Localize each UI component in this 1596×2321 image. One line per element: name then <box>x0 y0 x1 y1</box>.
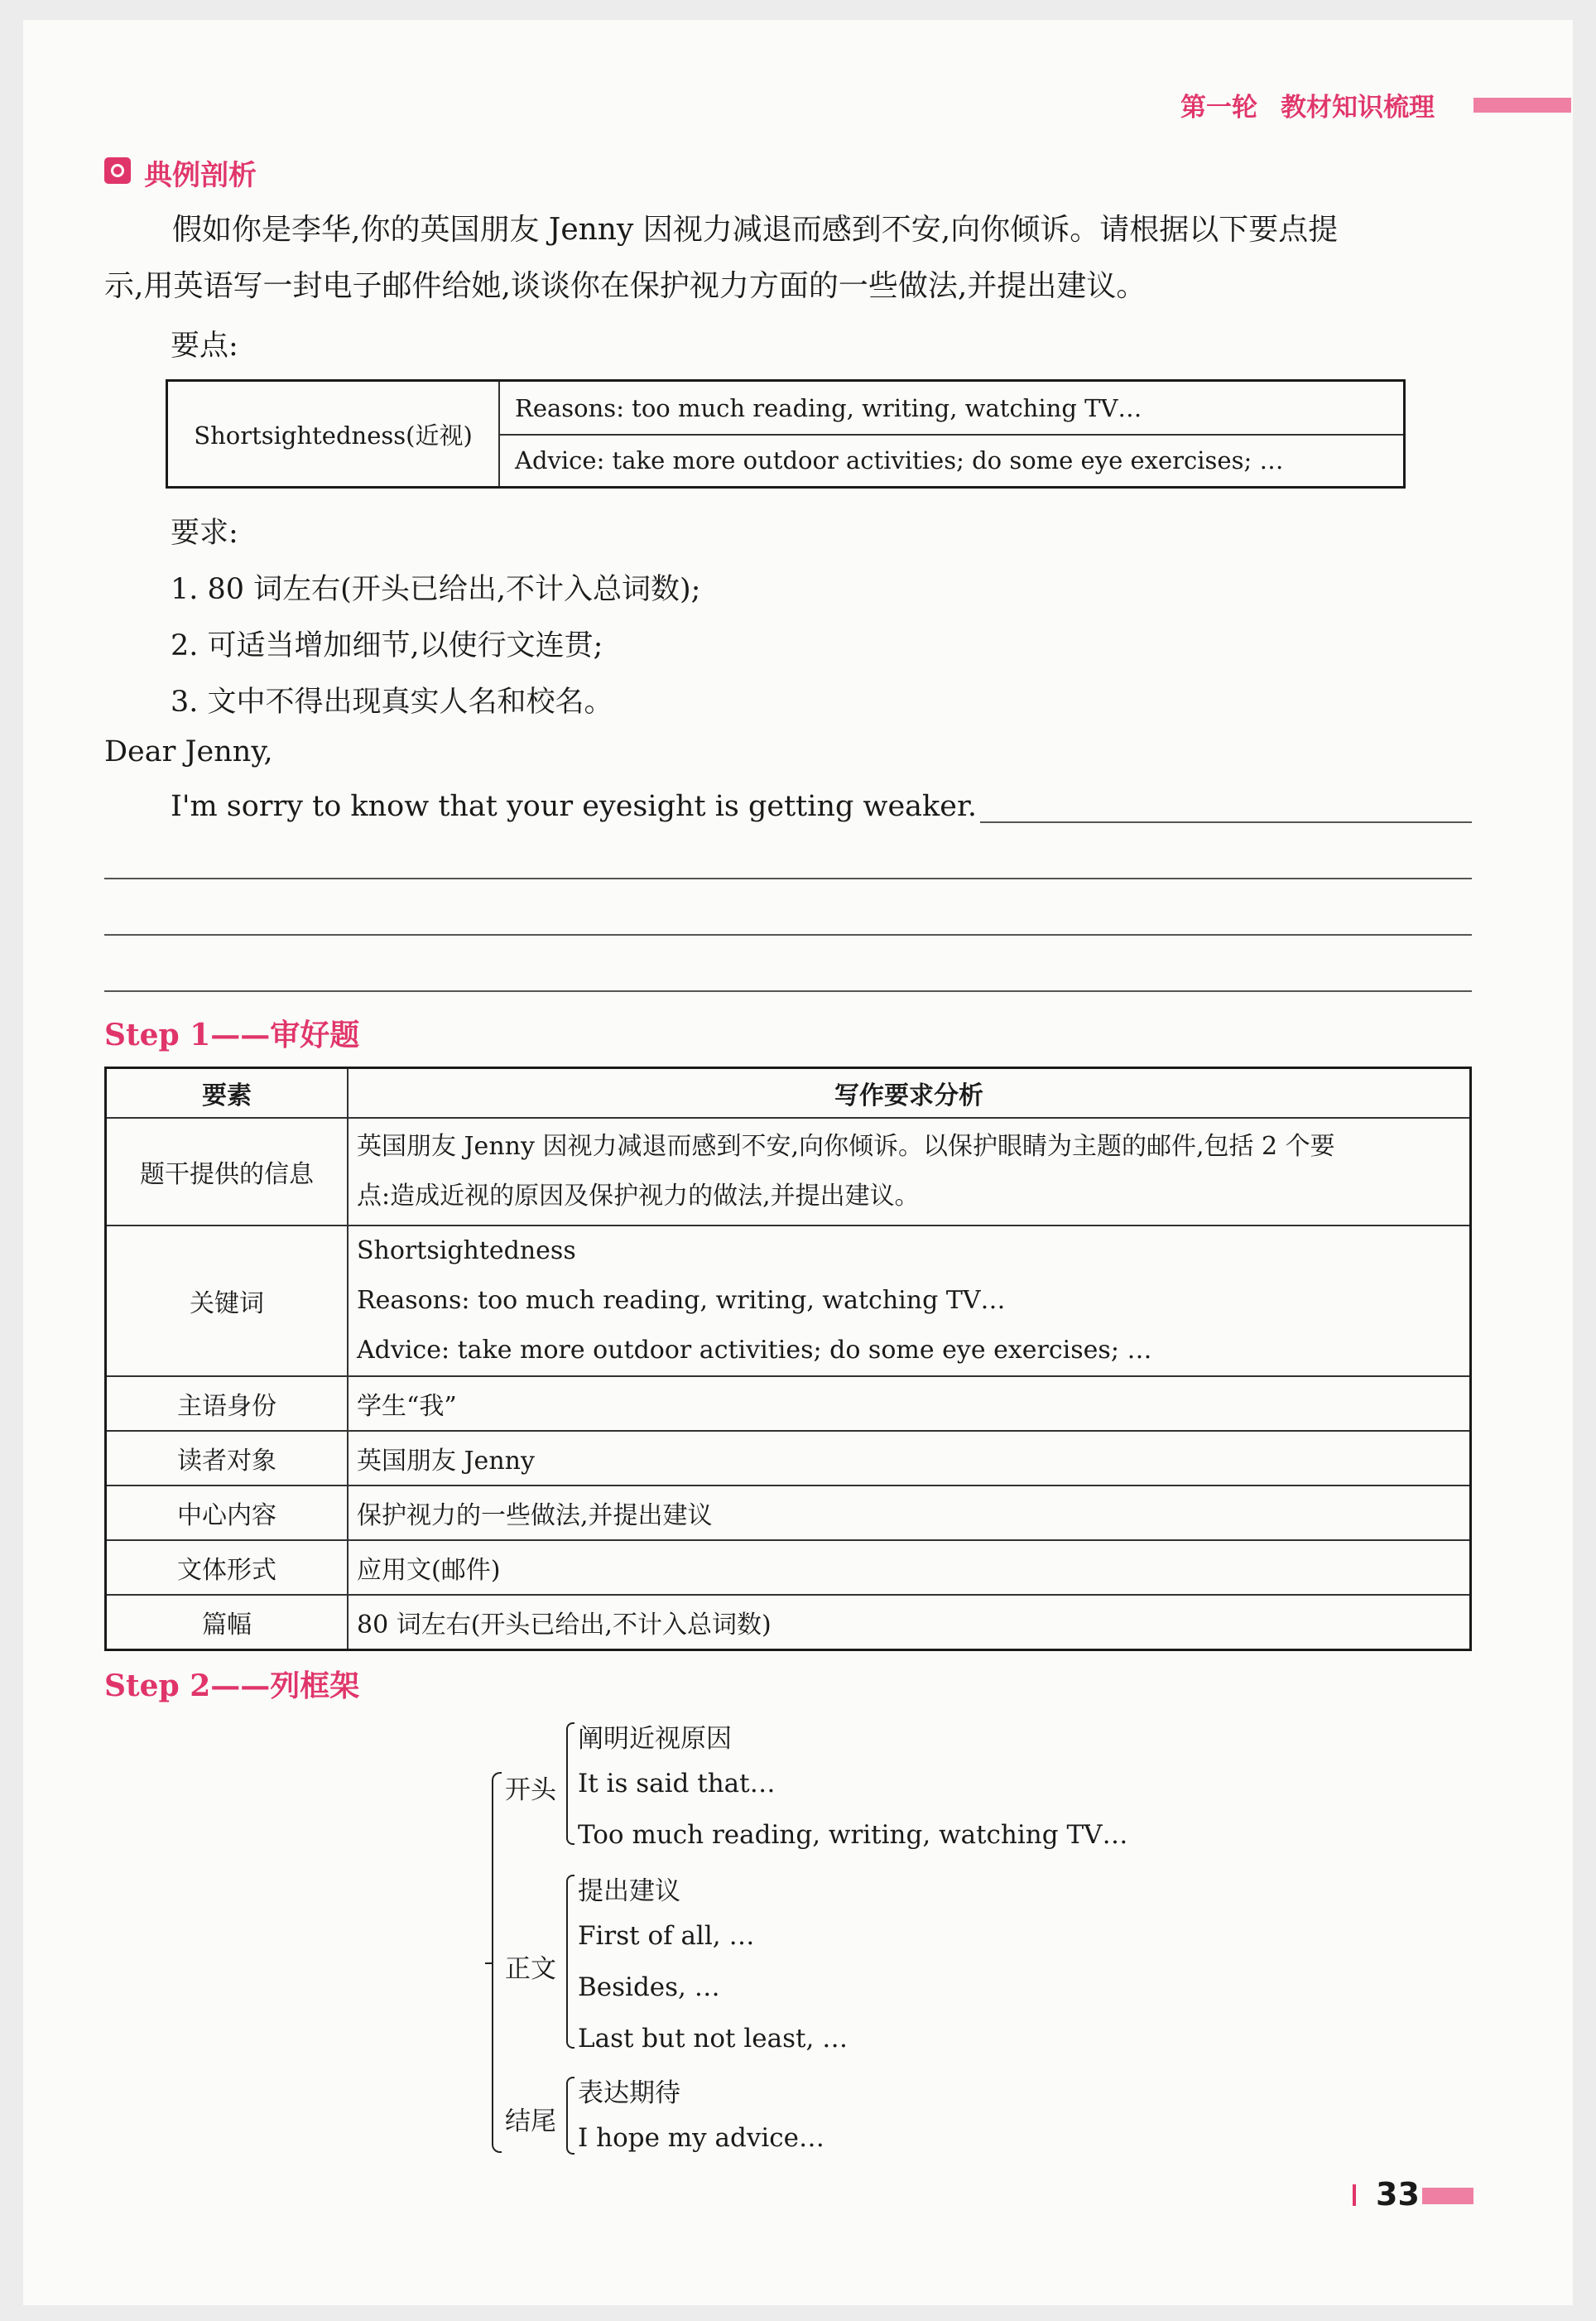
header-part2: 教材知识梳理 <box>1281 93 1435 123</box>
points-table <box>166 379 1406 489</box>
group-brace <box>566 2077 574 2155</box>
row-key: 中心内容 <box>106 1486 349 1540</box>
row-value-line: Advice: take more outdoor activities; do some eye exercises; … <box>357 1336 1152 1365</box>
table-row <box>106 1540 1471 1595</box>
prompt-line-1: 假如你是李华,你的英国朋友 Jenny 因视力减退而感到不安,向你倾诉。请根据以下要点提 <box>172 213 1339 247</box>
table-header-row <box>106 1068 1471 1119</box>
framework-item: It is said that… <box>578 1769 776 1799</box>
row-key: 篇幅 <box>106 1595 349 1649</box>
prompt-paragraph <box>104 202 1472 315</box>
row-key: 关键词 <box>106 1226 349 1376</box>
framework-item: 阐明近视原因 <box>578 1724 732 1754</box>
outer-brace <box>492 1772 502 2153</box>
row-key: 文体形式 <box>106 1540 349 1595</box>
group-label-ending: 结尾 <box>505 2107 556 2136</box>
search-icon <box>104 157 131 184</box>
outer-brace-tip <box>485 1962 492 1964</box>
header-cell: 写作要求分析 <box>348 1068 1471 1119</box>
row-value-line: 英国朋友 Jenny 因视力减退而感到不安,向你倾诉。以保护眼睛为主题的邮件,包括 2 个要 <box>357 1132 1335 1161</box>
row-value <box>348 1118 1471 1226</box>
page-number-bar <box>1422 2188 1473 2204</box>
row-key: 题干提供的信息 <box>106 1118 349 1226</box>
framework-item: 提出建议 <box>578 1876 680 1906</box>
requirement-item: 3. 文中不得出现真实人名和校名。 <box>171 686 613 719</box>
page-number: 33 <box>1376 2176 1420 2213</box>
row-value: 80 词左右(开头已给出,不计入总词数) <box>348 1595 1471 1649</box>
header-cell: 要素 <box>106 1068 349 1119</box>
group-label-body: 正文 <box>505 1954 556 1984</box>
section-title: 典例剖析 <box>144 159 257 192</box>
points-label: 要点: <box>171 330 238 363</box>
framework-item: I hope my advice… <box>578 2123 824 2153</box>
analysis-table <box>104 1067 1472 1651</box>
table-row <box>106 1431 1471 1486</box>
requirements-label: 要求: <box>171 517 238 550</box>
requirement-item: 1. 80 词左右(开头已给出,不计入总词数); <box>171 573 701 606</box>
row-value <box>348 1226 1471 1376</box>
step1-title: Step 1——审好题 <box>104 1018 360 1052</box>
group-label-opening: 开头 <box>505 1775 556 1805</box>
table-row <box>106 1376 1471 1431</box>
points-topic: Shortsightedness(近视) <box>168 382 500 486</box>
row-key: 主语身份 <box>106 1376 349 1431</box>
row-value-line: Shortsightedness <box>357 1236 576 1265</box>
writing-line[interactable] <box>980 821 1472 823</box>
framework-item: First of all, … <box>578 1921 755 1951</box>
row-value: 英国朋友 Jenny <box>348 1431 1471 1486</box>
framework-item: Last but not least, … <box>578 2024 848 2054</box>
framework-item: Too much reading, writing, watching TV… <box>578 1820 1128 1850</box>
group-brace <box>566 1722 574 1845</box>
requirement-item: 2. 可适当增加细节,以使行文连贯; <box>171 629 603 662</box>
writing-line[interactable] <box>104 934 1472 936</box>
letter-greeting: Dear Jenny, <box>104 735 273 768</box>
framework-item: 表达期待 <box>578 2078 680 2108</box>
row-value: 保护视力的一些做法,并提出建议 <box>348 1486 1471 1540</box>
row-key: 读者对象 <box>106 1431 349 1486</box>
chapter-header <box>1180 86 1435 123</box>
row-value: 应用文(邮件) <box>348 1540 1471 1595</box>
framework-item: Besides, … <box>578 1972 720 2002</box>
step2-title: Step 2——列框架 <box>104 1669 360 1703</box>
row-value-line: 点:造成近视的原因及保护视力的做法,并提出建议。 <box>357 1182 920 1211</box>
letter-opening: I'm sorry to know that your eyesight is getting weaker. <box>171 790 977 823</box>
table-row <box>106 1595 1471 1649</box>
table-row <box>106 1486 1471 1540</box>
row-value: 学生“我” <box>348 1376 1471 1431</box>
row-value-line: Reasons: too much reading, writing, watching TV… <box>357 1286 1006 1315</box>
points-advice: Advice: take more outdoor activities; do some eye exercises; … <box>515 445 1284 474</box>
group-brace <box>566 1875 574 2049</box>
header-bar <box>1473 98 1571 113</box>
page-number-tick <box>1353 2184 1356 2206</box>
table-row <box>106 1226 1471 1376</box>
writing-line[interactable] <box>104 878 1472 879</box>
header-part1: 第一轮 <box>1180 93 1257 123</box>
table-row <box>106 1118 1471 1226</box>
points-reasons: Reasons: too much reading, writing, watching TV… <box>498 382 1403 436</box>
writing-line[interactable] <box>104 990 1472 992</box>
prompt-line-2: 示,用英语写一封电子邮件给她,谈谈你在保护视力方面的一些做法,并提出建议。 <box>104 269 1147 303</box>
